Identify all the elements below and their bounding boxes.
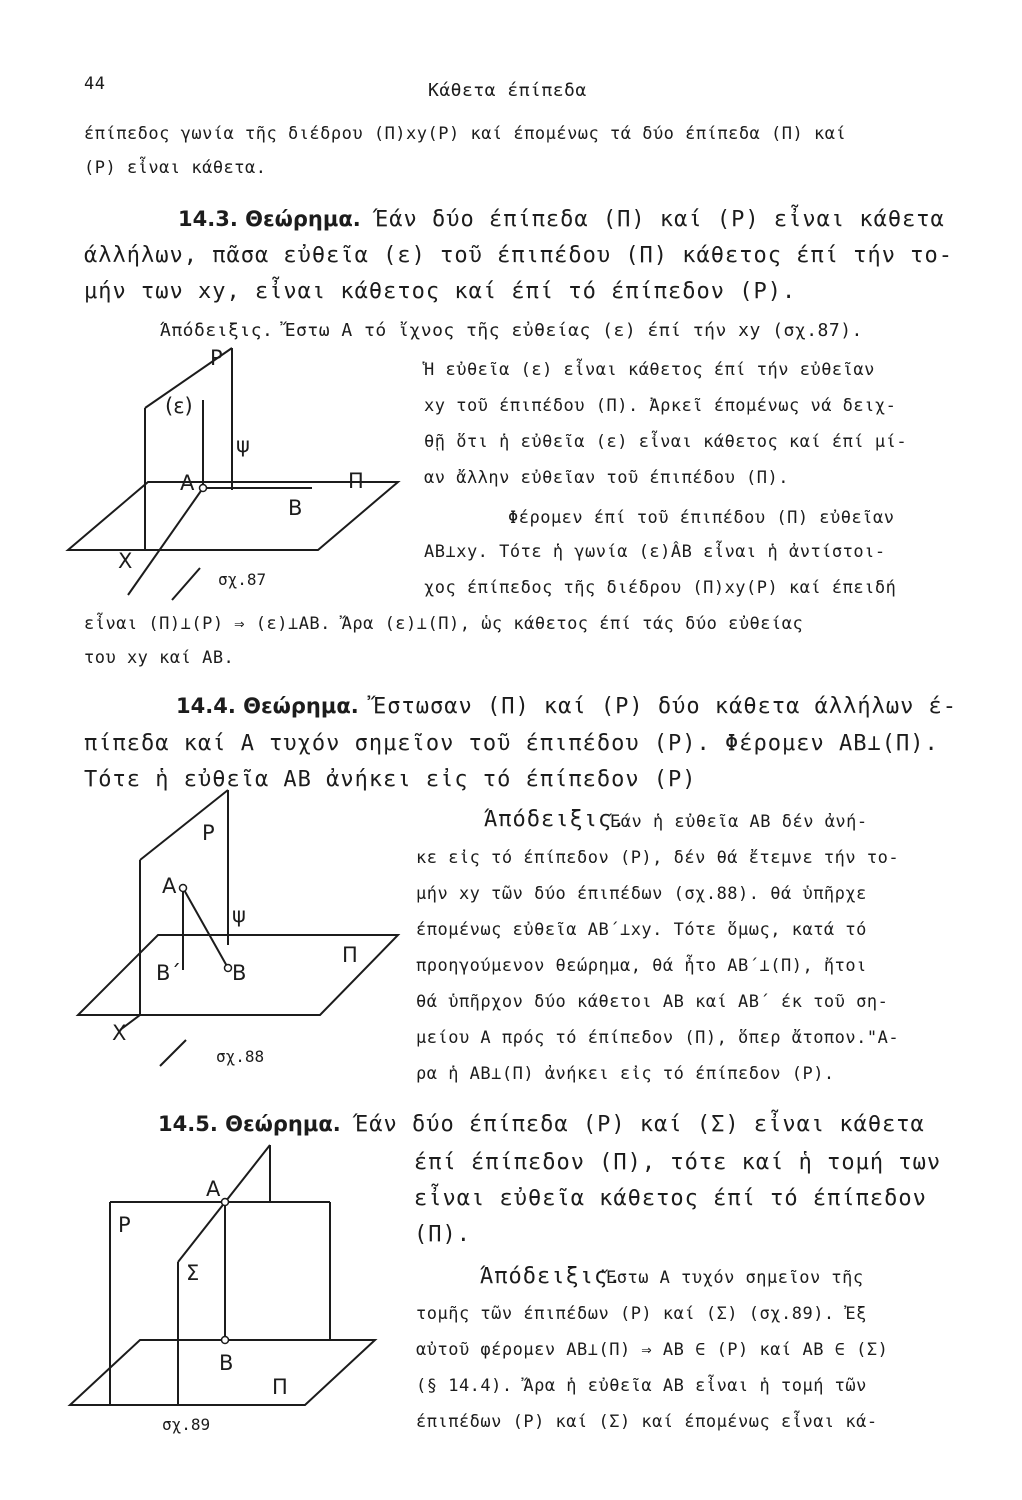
proof-line: θά ὑπῆρχον δύο κάθετοι ΑΒ καί ΑΒ΄ έκ τοῦ ση- [416, 992, 889, 1012]
theorem-label: 14.3. Θεώρημα. [178, 207, 361, 231]
page-number: 44 [84, 74, 106, 94]
label-p: P [210, 346, 223, 370]
label-a: A [180, 471, 195, 495]
proof-line: μείου Α πρός τό έπίπεδον (Π), ὅπερ ἄτοπον."Α- [416, 1028, 900, 1048]
proof-line: Ἔστω Α τυχόν σημεῖον τῆς [606, 1268, 864, 1288]
label-pi: Π [348, 469, 364, 493]
proof-line: θῇ ὅτι ἡ εὐθεῖα (ε) εἶναι κάθετος καί έπί μί- [424, 432, 908, 452]
statement-text: Έάν δύο έπίπεδα (Π) καί (Ρ) εἶναι κάθετα [360, 207, 945, 232]
proof-line: του xy καί ΑΒ. [84, 648, 235, 668]
label-a: A [206, 1177, 221, 1201]
statement-line: άλλήλων, πᾶσα εὐθεῖα (ε) τοῦ έπιπέδου (Π) κάθετος έπί τήν το- [84, 243, 953, 268]
figure-88-caption: σχ.88 [216, 1047, 265, 1066]
line-ab [183, 888, 228, 968]
proof-line: εἶναι (Π)⊥(Ρ) ⇒ (ε)⊥ΑΒ. Ἄρα (ε)⊥(Π), ὡς κάθετος έπί τάς δύο εὐθείας [84, 614, 804, 634]
proof-line: κε εἰς τό έπίπεδον (Ρ), δέν θά ἔτεμνε τήν το- [416, 848, 900, 868]
figure-87 [68, 346, 398, 600]
point-b [222, 1337, 229, 1344]
proof-line: χος έπίπεδος τῆς διέδρου (Π)xy(Ρ) καί έπειδή [424, 578, 897, 598]
figure-87-caption: σχ.87 [218, 570, 267, 589]
proof-line: αὐτοῦ φέρομεν ΑΒ⊥(Π) ⇒ ΑΒ ∈ (Ρ) καί ΑΒ ∈ (Σ) [416, 1340, 889, 1360]
statement-line: έπί έπίπεδον (Π), τότε καί ἡ τομή των [414, 1150, 942, 1175]
label-x: X [112, 1021, 127, 1045]
point-a [200, 485, 207, 492]
proof-line: ρα ἡ ΑΒ⊥(Π) ἀνήκει εἰς τό έπίπεδον (Ρ). [416, 1064, 835, 1084]
label-psi: ψ [232, 903, 246, 927]
label-a: A [162, 874, 177, 898]
proof-line: τομῆς τῶν έπιπέδων (Ρ) καί (Σ) (σχ.89). Ἐξ [416, 1304, 867, 1324]
label-b-prime: B΄ [156, 961, 181, 985]
proof-line: Άπόδειξις. Ἔστω Α τό ἴχνος τῆς εὐθείας (ε) έπί τήν xy (σχ.87). [160, 320, 863, 341]
point-a [222, 1199, 229, 1206]
figure-88 [78, 790, 398, 1066]
axis-extension [172, 568, 200, 600]
proof-line: μήν xy τῶν δύο έπιπέδων (σχ.88). θά ὑπῆρχε [416, 884, 867, 904]
statement-line: εἶναι εὐθεῖα κάθετος έπί τό έπίπεδον [414, 1186, 927, 1211]
label-b: B [232, 961, 247, 985]
proof-line: xy τοῦ έπιπέδου (Π). Ἀρκεῖ έπομένως νά δειχ- [424, 396, 897, 416]
label-p: P [202, 821, 215, 845]
plane-p-top-edge [140, 790, 228, 860]
statement-line: (Π). [414, 1222, 471, 1247]
theorem-label: 14.5. Θεώρημα. [158, 1112, 341, 1136]
label-x: X [118, 549, 133, 573]
proof-line: Ἡ εὐθεῖα (ε) εἶναι κάθετος έπί τήν εὐθεῖαν [424, 360, 875, 380]
statement-line: Τότε ἡ εὐθεῖα ΑΒ ἀνήκει εἰς τό έπίπεδον (Ρ) [84, 767, 697, 792]
proof-line: αν ἄλλην εὐθεῖαν τοῦ έπιπέδου (Π). [424, 468, 789, 488]
label-pi: Π [342, 943, 358, 967]
proof-line: Έάν ἡ εὐθεῖα ΑΒ δέν ἀνή- [610, 812, 868, 832]
theorem-label: 14.4. Θεώρημα. [176, 694, 359, 718]
running-title: Κάθετα έπίπεδα [428, 80, 587, 101]
intro-line: (Ρ) εἶναι κάθετα. [84, 158, 267, 178]
label-b: B [219, 1351, 234, 1375]
line-xy [128, 488, 203, 595]
proof-line: έπομένως εὐθεῖα ΑΒ΄⊥xy. Τότε ὅμως, κατά τό [416, 920, 867, 940]
figure-89 [70, 1145, 375, 1405]
label-b: B [288, 496, 303, 520]
statement-line: μήν των xy, εἶναι κάθετος καί έπί τό έπίπεδον (Ρ). [84, 279, 797, 304]
statement-text: Έάν δύο έπίπεδα (Ρ) καί (Σ) εἶναι κάθετα [340, 1112, 925, 1137]
label-p: P [118, 1213, 131, 1237]
proof-line: προηγούμενον θεώρημα, θά ἦτο ΑΒ΄⊥(Π), ἤτοι [416, 956, 867, 976]
figure-89-caption: σχ.89 [162, 1415, 211, 1434]
point-a [180, 885, 187, 892]
proof-label: Άπόδειξις. [484, 807, 627, 832]
proof-line: (§ 14.4). Ἄρα ἡ εὐθεῖα ΑΒ εἶναι ἡ τομή τῶν [416, 1376, 867, 1396]
label-sigma: Σ [186, 1261, 200, 1285]
axis-extension [160, 1040, 186, 1066]
label-pi: Π [272, 1375, 288, 1399]
statement-text: Ἔστωσαν (Π) καί (Ρ) δύο κάθετα άλλήλων έ- [358, 694, 958, 719]
label-psi: ψ [236, 433, 250, 457]
proof-label: Άπόδειξις. [480, 1264, 623, 1289]
intro-line: έπίπεδος γωνία τῆς διέδρου (Π)xy(Ρ) καί έπομένως τά δύο έπίπεδα (Π) καί [84, 124, 847, 144]
label-epsilon: (ε) [165, 394, 193, 418]
proof-line: Φέρομεν έπί τοῦ έπιπέδου (Π) εὐθεῖαν [508, 508, 895, 528]
proof-line: έπιπέδων (Ρ) καί (Σ) καί έπομένως εἶναι κά- [416, 1412, 878, 1432]
proof-line: ΑΒ⊥xy. Τότε ἡ γωνία (ε)ÂΒ εἶναι ἡ ἀντίστοι- [424, 542, 886, 562]
point-b [225, 965, 232, 972]
statement-line: πίπεδα καί Α τυχόν σημεῖον τοῦ έπιπέδου (Ρ). Φέρομεν ΑΒ⊥(Π). [84, 731, 939, 756]
